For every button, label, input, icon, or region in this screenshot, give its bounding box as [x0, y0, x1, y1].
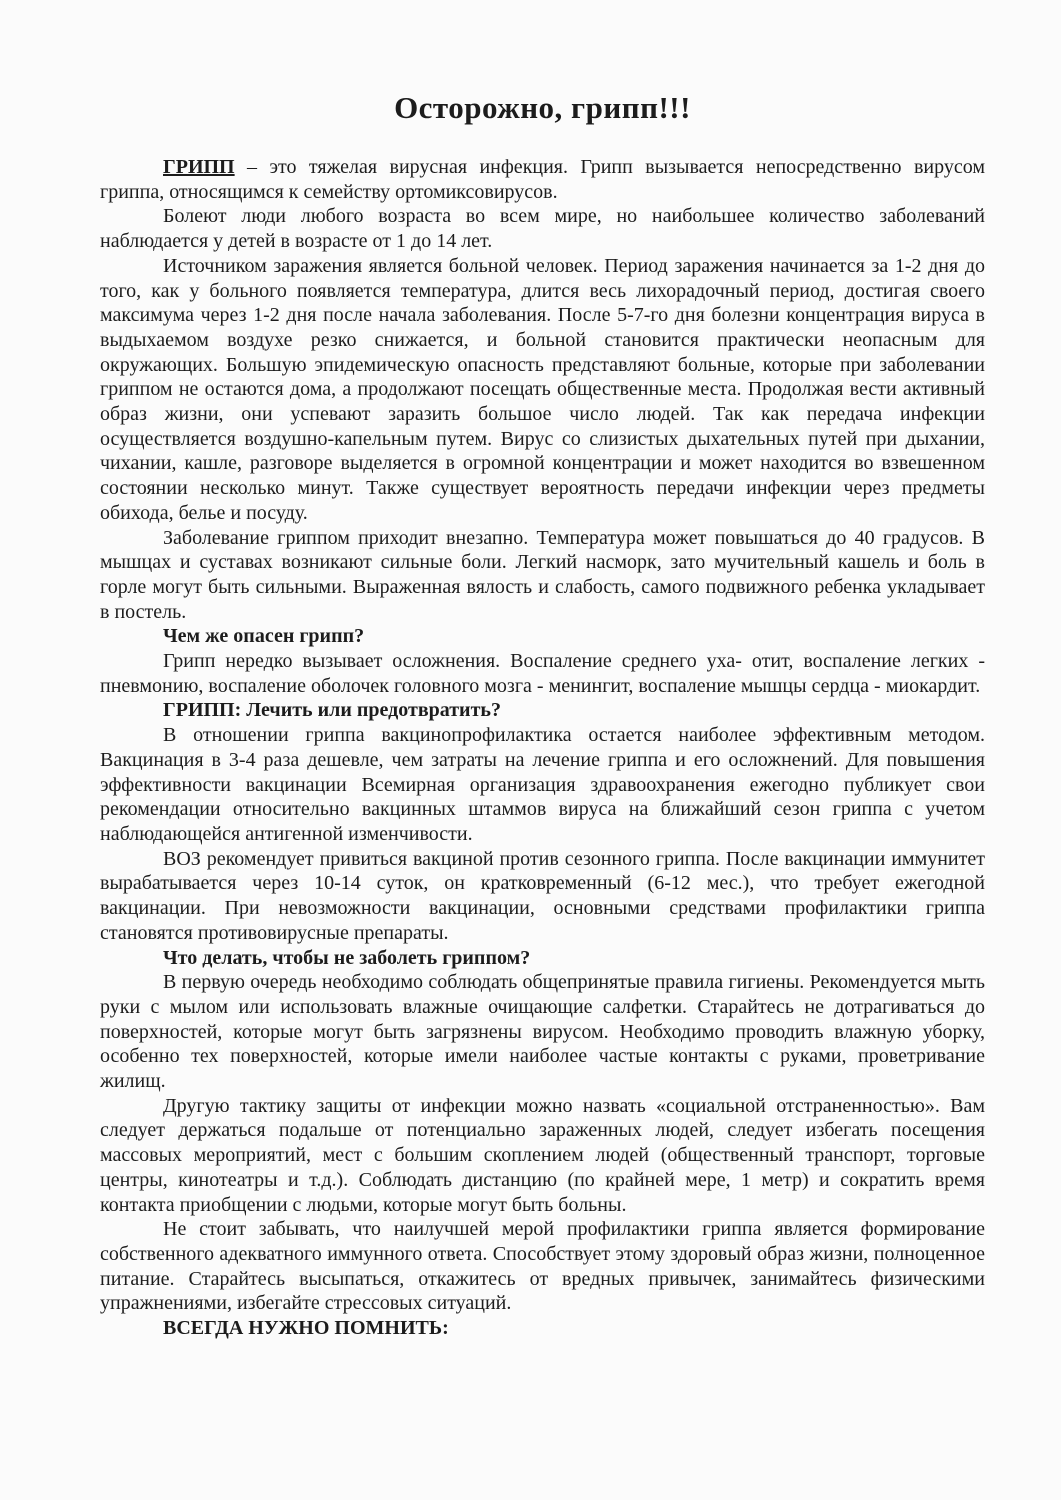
text-run: В отношении гриппа вакцинопрофилактика остается наиболее эффективным методом. Вакцинация в 3-4 раза дешевле, чем затраты на лечение гриппа и его осложнений. Для повышения эффективности вакцинации Всемирная организация здравоохранения ежегодно публикует свои рекомендации относительно вакцинных штаммов вируса на ближайший сезон гриппа с учетом наблюдающейся антигенной изменчивости. [100, 724, 985, 845]
text-run: Что делать, чтобы не заболеть гриппом? [163, 946, 531, 969]
paragraph [100, 970, 985, 1094]
text-run: ВОЗ рекомендует привиться вакциной против сезонного гриппа. После вакцинации иммунитет вырабатывается через 10-14 суток, он кратковременный (6-12 мес.), что требует ежегодной вакцинации. При невозможности вакцинации, основными средствами профилактики гриппа становятся противовирусные препараты. [100, 847, 985, 944]
text-run: – это тяжелая вирусная инфекция. Грипп вызывается непосредственно вирусом гриппа, относящимся к семейству ортомиксовирусов. [100, 156, 985, 203]
text-run: Заболевание гриппом приходит внезапно. Температура может повышаться до 40 градусов. В мышцах и суставах возникают сильные боли. Легкий насморк, зато мучительный кашель и боль в горле могут быть сильными. Выраженная вялость и слабость, самого подвижного ребенка укладывает в постель. [100, 526, 985, 623]
paragraph [100, 254, 985, 526]
text-run: Источником заражения является больной человек. Период заражения начинается за 1-2 дня до того, как у больного появляется температура, длится весь лихорадочный период, достигая своего максимума через 1-2 дня после начала заболевания. После 5-7-го дня болезни концентрация вируса в выдыхаемом воздухе резко снижается, и больной становится практически неопасным для окружающих. Большую эпидемическую опасность представляют больные, которые при заболевании гриппом не остаются дома, а продолжают посещать общественные места. Продолжая вести активный образ жизни, они успевают заразить большое число людей. Так как передача инфекции осуществляется воздушно-капельным путем. Вирус со слизистых дыхательных путей при дыхании, чихании, кашле, разговоре выделяется в огромной концентрации и может находится во взвешенном состоянии несколько минут. Также существует вероятность передачи инфекции через предметы обихода, белье и посуду. [100, 254, 985, 524]
text-run: Болеют люди любого возраста во всем мире, но наибольшее количество заболеваний наблюдается у детей в возрасте от 1 до 14 лет. [100, 205, 985, 253]
paragraph [100, 847, 985, 946]
paragraph [100, 723, 985, 847]
section-heading [100, 698, 985, 723]
text-run: В первую очередь необходимо соблюдать общепринятые правила гигиены. Рекомендуется мыть руки с мылом или использовать влажные очищающие салфетки. Старайтесь не дотрагиваться до поверхностей, которые могут быть загрязнены вирусом. Необходимо проводить влажную уборку, особенно тех поверхностей, которые имели наиболее частые контакты с руками, проветривание жилищ. [100, 971, 985, 1093]
paragraph [100, 155, 985, 204]
text-run: ГРИПП: Лечить или предотвратить? [163, 699, 501, 722]
text-run: ГРИПП [163, 156, 235, 178]
document-title: Осторожно, грипп!!! [394, 90, 691, 125]
paragraph [100, 526, 985, 625]
text-run: Грипп нередко вызывает осложнения. Воспаление среднего уха- отит, воспаление легких - пневмонию, воспаление оболочек головного мозга - менингит, воспаление мышцы сердца - миокардит. [100, 650, 985, 697]
section-heading [100, 624, 985, 649]
paragraph [100, 1094, 985, 1218]
paragraph [100, 204, 985, 253]
text-run: Чем же опасен грипп? [163, 625, 365, 648]
text-run: Не стоит забывать, что наилучшей мерой профилактики гриппа является формирование собственного адекватного иммунного ответа. Способствует этому здоровый образ жизни, полноценное питание. Старайтесь высыпаться, откажитесь от вредных привычек, занимайтесь физическими упражнениями, избегайте стрессовых ситуаций. [100, 1218, 985, 1315]
section-heading [100, 946, 985, 971]
paragraph [100, 1217, 985, 1316]
text-run: ВСЕГДА НУЖНО ПОМНИТЬ: [163, 1317, 449, 1340]
section-heading [100, 1316, 985, 1341]
paragraph-list [100, 155, 985, 1341]
paragraph [100, 649, 985, 698]
text-run: Другую тактику защиты от инфекции можно назвать «социальной отстраненностью». Вам следует держаться подальше от потенциально зараженных людей, следует избегать посещения массовых мероприятий, мест с большим скоплением людей (общественный транспорт, торговые центры, кинотеатры и т.д.). Соблюдать дистанцию (по крайней мере, 1 метр) и сократить время контакта приобщении с людьми, которые могут быть больны. [100, 1094, 985, 1216]
